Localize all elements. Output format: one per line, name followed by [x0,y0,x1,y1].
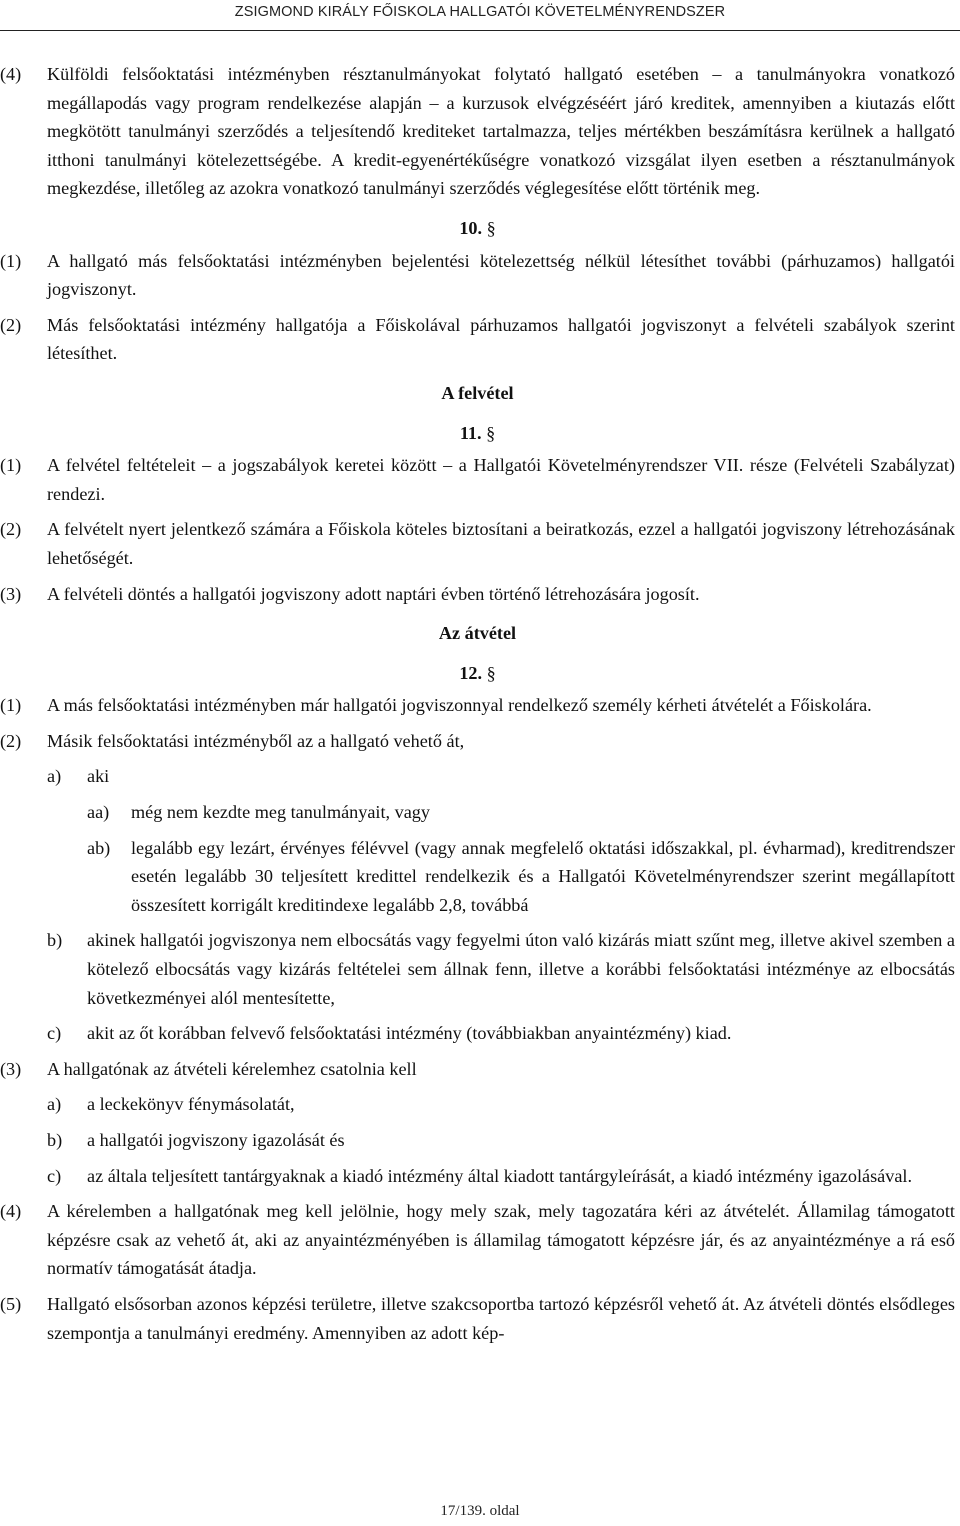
paragraph-11-1 [0,451,955,508]
list-item-c [0,1019,955,1048]
list-label: b) [47,1130,63,1150]
list-item-a [0,762,955,791]
paragraph-text: Külföldi felsőoktatási intézményben résztanulmányokat folytató hallgató esetében – a tanulmányokra vonatkozó megállapodás vagy program rendelkezése alapján – a kurzusok elvégzéséért járó kreditek, amennyiben a kiutazás előtt megkötött tanulmányi szerződés a teljesítendő krediteket tartalmazza, teljes mértékben beszámításra kerülnek a hallgató itthoni tanulmányi kötelezettségébe. A kredit-egyenértékűségre vonatkozó vizsgálat ilyen esetben a résztanulmányok megkezdése, illetőleg az azokra vonatkozó tanulmányi szerződés véglegesítése előtt történik meg. [47,64,955,199]
paragraph-12-2 [0,727,955,756]
list-label: aa) [87,802,110,823]
paragraph-number: (2) [0,730,22,751]
list-item-a [0,1090,955,1119]
list-text: a hallgatói jogviszony igazolását és [87,1130,345,1150]
paragraph-10-2 [0,311,955,368]
paragraph-number: (4) [0,1201,22,1222]
list-item-ab [0,834,955,920]
section-11-title [0,419,955,448]
paragraph-text: A hallgatónak az átvételi kérelemhez csatolnia kell [47,1058,417,1079]
paragraph-text: Hallgató elsősorban azonos képzési területre, illetve szakcsoportba tartozó képzésről vehető át. Az átvételi döntés elsődleges szempontja a tanulmányi eredmény. Amennyiben az adott kép- [47,1293,955,1343]
paragraph-text: A hallgató más felsőoktatási intézményben bejelentési kötelezettség nélkül létesíthet további (párhuzamos) hallgatói jogviszonyt. [47,250,955,300]
list-text: aki [87,766,110,787]
list-item-b [0,926,955,1012]
list-label: c) [47,1023,62,1044]
paragraph-12-1 [0,691,955,720]
section-10-title [0,214,955,243]
paragraph-text: Más felsőoktatási intézmény hallgatója a Főiskolával párhuzamos hallgatói jogviszonyt a felvételi szabályok szerint létesíthet. [47,314,955,364]
section-sign: § [486,217,496,238]
list-label: a) [47,766,62,787]
paragraph-text: A felvételi döntés a hallgatói jogviszony adott naptári évben történő létrehozására jogosít. [47,583,700,604]
list-text: az általa teljesített tantárgyaknak a kiadó intézmény által kiadott tantárgyleírását, a kiadó intézmény igazolásával. [87,1165,913,1186]
paragraph-number: (3) [0,583,22,604]
list-text: még nem kezdte meg tanulmányait, vagy [131,802,430,823]
section-number: 11. [459,422,482,443]
paragraph-11-3 [0,580,955,609]
paragraph-12-4 [0,1197,955,1283]
list-label: c) [47,1165,62,1186]
paragraph-text: Másik felsőoktatási intézményből az a hallgató vehető át, [47,730,465,751]
paragraph-text: A felvételt nyert jelentkező számára a Főiskola köteles biztosítani a beiratkozás, ezzel a hallgatói jogviszony létrehozásának lehetőségét. [47,519,955,568]
list-item-b [0,1126,955,1155]
paragraph-number: (5) [0,1293,22,1314]
paragraph-9-4 [0,60,955,203]
list-text: legalább egy lezárt, érvényes félévvel (vagy annak megfelelő oktatási időszakkal, pl. évharmad), kreditrendszer esetén legalább 30 teljesített kredittel rendelkezik és a Hallgatói Követelményrendszer szerint megállapított összesített korrigált kreditindexe legalább 2,8, továbbá [131,837,955,915]
section-heading-felvetel: A felvétel [441,382,514,403]
paragraph-12-3 [0,1055,955,1084]
page-number: 17/139. oldal [440,1503,520,1519]
paragraph-11-2 [0,515,955,572]
paragraph-number: (1) [0,695,22,716]
list-text: akit az őt korábban felvevő felsőoktatási intézmény (továbbiakban anyaintézmény) kiad. [87,1023,732,1044]
paragraph-number: (1) [0,250,22,271]
running-header: ZSIGMOND KIRÁLY FŐISKOLA HALLGATÓI KÖVETELMÉNYRENDSZER [234,4,726,20]
paragraph-number: (1) [0,455,22,476]
paragraph-10-1 [0,247,955,304]
paragraph-12-5 [0,1290,955,1347]
paragraph-number: (2) [0,314,22,335]
section-heading-atvetel: Az átvétel [438,623,517,644]
list-text: a leckekönyv fénymásolatát, [87,1094,295,1115]
section-sign: § [486,662,496,683]
paragraph-text: A felvétel feltételeit – a jogszabályok keretei között – a Hallgatói Követelményrendszer VII. része (Felvételi Szabályzat) rendezi. [47,455,955,504]
header-rule [0,30,960,31]
list-label: b) [47,930,63,951]
paragraph-number: (2) [0,519,22,540]
section-12-title [0,659,955,688]
list-item-aa [0,798,955,827]
list-text: akinek hallgatói jogviszonya nem elbocsátás vagy fegyelmi úton való kizárás miatt szűnt meg, illetve akivel szemben a kötelező elbocsátás vagy kizárás feltételei sem állnak fenn, illetve a korábbi felsőoktatási intézménye az elbocsátás következményei alól mentesítette, [87,930,955,1008]
paragraph-number: (3) [0,1058,22,1079]
document-body [0,60,955,1347]
list-label: a) [47,1094,62,1115]
paragraph-text: A kérelemben a hallgatónak meg kell jelölnie, hogy mely szak, mely tagozatára kéri az átvételét. Államilag támogatott képzésre csak az vehető át, aki az anyaintézményében is államilag támogatott képzésre jár, és az anyaintézménye a rá eső normatív támogatását átadja. [47,1201,955,1279]
section-number: 10. [459,217,483,238]
list-item-c [0,1162,955,1191]
paragraph-text: A más felsőoktatási intézményben már hallgatói jogviszonnyal rendelkező személy kérheti átvételét a Főiskolára. [47,695,872,716]
section-sign: § [486,422,496,443]
section-number: 12. [459,662,483,683]
list-label: ab) [87,837,111,858]
paragraph-number: (4) [0,64,22,84]
